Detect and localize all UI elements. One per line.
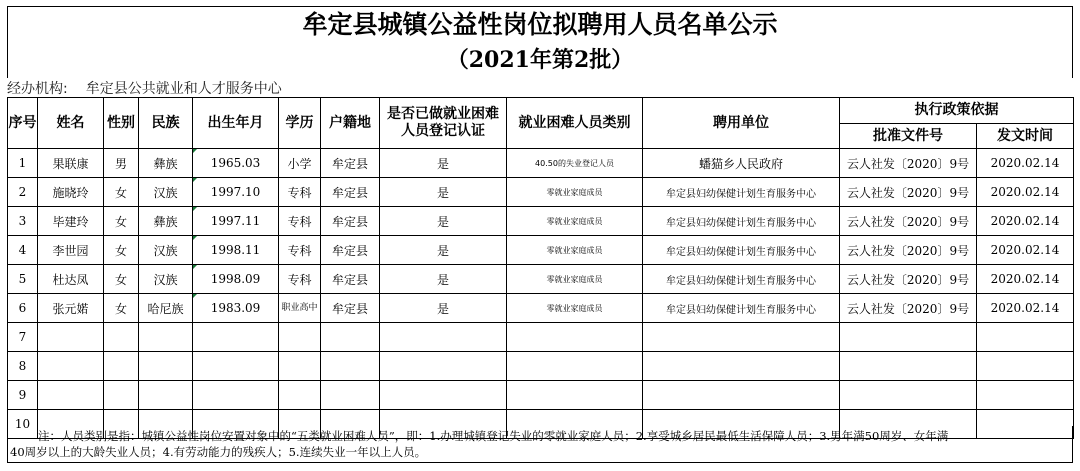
cell-birth: 1965.03 bbox=[193, 149, 279, 178]
header-gender: 性别 bbox=[104, 98, 139, 149]
cell-seq: 1 bbox=[8, 149, 38, 178]
cell-seq: 8 bbox=[8, 352, 38, 381]
cell-registered: 是 bbox=[380, 294, 507, 323]
header-doc-no: 批准文件号 bbox=[840, 124, 977, 149]
header-registered: 是否已做就业困难人员登记认证 bbox=[380, 98, 507, 149]
cell-category: 40.50的失业登记人员 bbox=[507, 149, 643, 178]
table-row-empty bbox=[8, 381, 1074, 410]
footnote bbox=[7, 426, 1073, 463]
cell-seq: 9 bbox=[8, 381, 38, 410]
agency-value: 牟定县公共就业和人才服务中心 bbox=[85, 81, 282, 97]
cell-seq: 7 bbox=[8, 323, 38, 352]
header-education: 学历 bbox=[279, 98, 321, 149]
cell-category: 零就业家庭成员 bbox=[507, 207, 643, 236]
cell-birth: 1998.09 bbox=[193, 265, 279, 294]
cell-issue-date: 2020.02.14 bbox=[977, 236, 1074, 265]
cell-ethnicity: 汉族 bbox=[139, 236, 193, 265]
cell-hukou: 牟定县 bbox=[321, 265, 380, 294]
cell-issue-date: 2020.02.14 bbox=[977, 265, 1074, 294]
table-row-empty bbox=[8, 323, 1074, 352]
header-hukou: 户籍地 bbox=[321, 98, 380, 149]
cell-name: 施晓玲 bbox=[38, 178, 104, 207]
cell-seq: 3 bbox=[8, 207, 38, 236]
cell-ethnicity: 哈尼族 bbox=[139, 294, 193, 323]
header-seq: 序号 bbox=[8, 98, 38, 149]
cell-name: 果联康 bbox=[38, 149, 104, 178]
cell-seq: 5 bbox=[8, 265, 38, 294]
personnel-table bbox=[7, 97, 1074, 439]
cell-ethnicity: 汉族 bbox=[139, 178, 193, 207]
cell-issue-date: 2020.02.14 bbox=[977, 207, 1074, 236]
cell-birth: 1983.09 bbox=[193, 294, 279, 323]
cell-doc-no: 云人社发〔2020〕9号 bbox=[840, 265, 977, 294]
table-row bbox=[8, 265, 1074, 294]
cell-registered: 是 bbox=[380, 178, 507, 207]
cell-birth: 1997.11 bbox=[193, 207, 279, 236]
cell-hukou: 牟定县 bbox=[321, 149, 380, 178]
header-policy: 执行政策依据 bbox=[840, 98, 1074, 124]
cell-gender: 女 bbox=[104, 294, 139, 323]
agency-line bbox=[7, 80, 282, 98]
cell-name: 杜达凤 bbox=[38, 265, 104, 294]
cell-education: 专科 bbox=[279, 236, 321, 265]
cell-gender: 女 bbox=[104, 207, 139, 236]
cell-education: 专科 bbox=[279, 207, 321, 236]
cell-ethnicity: 汉族 bbox=[139, 265, 193, 294]
cell-seq: 4 bbox=[8, 236, 38, 265]
header-category: 就业困难人员类别 bbox=[507, 98, 643, 149]
cell-education: 专科 bbox=[279, 178, 321, 207]
cell-birth: 1997.10 bbox=[193, 178, 279, 207]
cell-doc-no: 云人社发〔2020〕9号 bbox=[840, 207, 977, 236]
cell-gender: 男 bbox=[104, 149, 139, 178]
header-birth: 出生年月 bbox=[193, 98, 279, 149]
header-name: 姓名 bbox=[38, 98, 104, 149]
cell-registered: 是 bbox=[380, 236, 507, 265]
table-row-empty bbox=[8, 352, 1074, 381]
header-issue-date: 发文时间 bbox=[977, 124, 1074, 149]
cell-doc-no: 云人社发〔2020〕9号 bbox=[840, 236, 977, 265]
cell-category: 零就业家庭成员 bbox=[507, 265, 643, 294]
cell-seq: 6 bbox=[8, 294, 38, 323]
cell-employer: 蟠猫乡人民政府 bbox=[643, 149, 840, 178]
cell-category: 零就业家庭成员 bbox=[507, 178, 643, 207]
table-header bbox=[8, 98, 1074, 149]
cell-doc-no: 云人社发〔2020〕9号 bbox=[840, 178, 977, 207]
cell-gender: 女 bbox=[104, 265, 139, 294]
cell-employer: 牟定县妇幼保健计划生育服务中心 bbox=[643, 265, 840, 294]
table-row bbox=[8, 294, 1074, 323]
cell-gender: 女 bbox=[104, 178, 139, 207]
cell-birth: 1998.11 bbox=[193, 236, 279, 265]
cell-education: 职业高中 bbox=[279, 294, 321, 323]
table-row bbox=[8, 149, 1074, 178]
cell-issue-date: 2020.02.14 bbox=[977, 178, 1074, 207]
cell-ethnicity: 彝族 bbox=[139, 149, 193, 178]
cell-registered: 是 bbox=[380, 207, 507, 236]
page-title: 牟定县城镇公益性岗位拟聘用人员名单公示 bbox=[7, 6, 1073, 42]
cell-education: 小学 bbox=[279, 149, 321, 178]
cell-gender: 女 bbox=[104, 236, 139, 265]
cell-doc-no: 云人社发〔2020〕9号 bbox=[840, 149, 977, 178]
table-row bbox=[8, 207, 1074, 236]
header-ethnicity: 民族 bbox=[139, 98, 193, 149]
cell-doc-no: 云人社发〔2020〕9号 bbox=[840, 294, 977, 323]
cell-seq: 10 bbox=[8, 410, 38, 439]
cell-registered: 是 bbox=[380, 265, 507, 294]
cell-category: 零就业家庭成员 bbox=[507, 236, 643, 265]
cell-ethnicity: 彝族 bbox=[139, 207, 193, 236]
cell-name: 毕建玲 bbox=[38, 207, 104, 236]
cell-employer: 牟定县妇幼保健计划生育服务中心 bbox=[643, 178, 840, 207]
agency-label: 经办机构: bbox=[7, 81, 68, 97]
cell-hukou: 牟定县 bbox=[321, 178, 380, 207]
table-row bbox=[8, 236, 1074, 265]
cell-category: 零就业家庭成员 bbox=[507, 294, 643, 323]
cell-name: 李世园 bbox=[38, 236, 104, 265]
header-employer: 聘用单位 bbox=[643, 98, 840, 149]
cell-name: 张元婼 bbox=[38, 294, 104, 323]
footnote-line-1: 注：人员类别是指：城镇公益性岗位安置对象中的“五类就业困难人员”，即：1.办理城镇登记失业的零就业家庭人员；2.享受城乡居民最低生活保障人员；3.男年满50周岁、女年满 bbox=[38, 429, 949, 443]
cell-employer: 牟定县妇幼保健计划生育服务中心 bbox=[643, 207, 840, 236]
cell-hukou: 牟定县 bbox=[321, 294, 380, 323]
cell-employer: 牟定县妇幼保健计划生育服务中心 bbox=[643, 236, 840, 265]
cell-issue-date: 2020.02.14 bbox=[977, 294, 1074, 323]
cell-hukou: 牟定县 bbox=[321, 207, 380, 236]
cell-employer: 牟定县妇幼保健计划生育服务中心 bbox=[643, 294, 840, 323]
footnote-line-2: 40周岁以上的大龄失业人员；4.有劳动能力的残疾人；5.连续失业一年以上人员。 bbox=[10, 445, 427, 459]
page-subtitle: （2021年第2批） bbox=[7, 42, 1073, 78]
cell-hukou: 牟定县 bbox=[321, 236, 380, 265]
cell-education: 专科 bbox=[279, 265, 321, 294]
table-row bbox=[8, 178, 1074, 207]
cell-issue-date: 2020.02.14 bbox=[977, 149, 1074, 178]
cell-seq: 2 bbox=[8, 178, 38, 207]
cell-registered: 是 bbox=[380, 149, 507, 178]
